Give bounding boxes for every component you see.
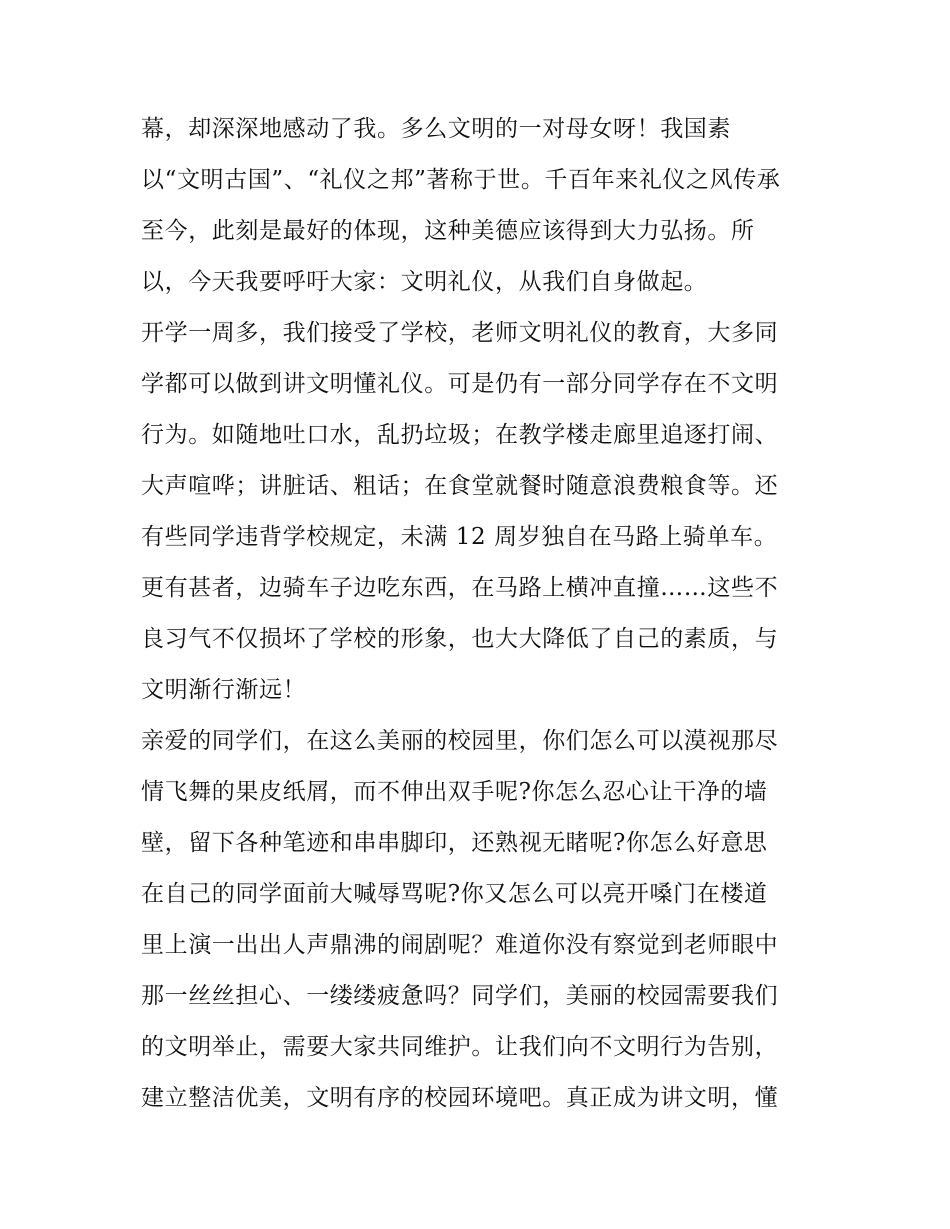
text-line: 更有甚者，边骑车子边吃东西，在马路上横冲直撞……这些不: [141, 575, 779, 601]
text-line: 大声喧哗；讲脏话、粗话；在食堂就餐时随意浪费粮食等。还: [141, 473, 779, 499]
text-line: 以“文明古国”、“礼仪之邦”著称于世。千百年来礼仪之风传承: [141, 167, 781, 193]
text-line: 文明渐行渐远！: [141, 677, 307, 703]
text-line: 情飞舞的果皮纸屑，而不伸出双手呢?你怎么忍心让干净的墙: [141, 779, 768, 805]
text-line: 壁，留下各种笔迹和串串脚印，还熟视无睹呢?你怎么好意思: [141, 830, 768, 856]
text-line: 良习气不仅损坏了学校的形象，也大大降低了自己的素质，与: [141, 626, 779, 652]
text-line: 那一丝丝担心、一缕缕疲惫吗？同学们，美丽的校园需要我们: [141, 983, 779, 1009]
text-line: 开学一周多，我们接受了学校，老师文明礼仪的教育，大多同: [141, 320, 779, 346]
body-text: [141, 104, 821, 1124]
text-line: 有些同学违背学校规定，未满 12 周岁独自在马路上骑单车。: [141, 524, 778, 550]
text-line: 亲爱的同学们，在这么美丽的校园里，你们怎么可以漠视那尽: [141, 728, 779, 754]
text-line: 在自己的同学面前大喊辱骂呢?你又怎么可以亮开嗓门在楼道: [141, 881, 768, 907]
text-line: 学都可以做到讲文明懂礼仪。可是仍有一部分同学存在不文明: [141, 371, 779, 397]
text-line: 建立整洁优美，文明有序的校园环境吧。真正成为讲文明，懂: [141, 1085, 779, 1111]
text-line: 至今，此刻是最好的体现，这种美德应该得到大力弘扬。所: [141, 218, 755, 244]
text-line: 里上演一出出人声鼎沸的闹剧呢？难道你没有察觉到老师眼中: [141, 932, 779, 958]
text-line: 以，今天我要呼吁大家：文明礼仪，从我们自身做起。: [141, 269, 708, 295]
text-line: 幕，却深深地感动了我。多么文明的一对母女呀！我国素: [141, 116, 731, 142]
text-line: 行为。如随地吐口水，乱扔垃圾；在教学楼走廊里追逐打闹、: [141, 422, 779, 448]
text-line: 的文明举止，需要大家共同维护。让我们向不文明行为告别，: [141, 1034, 779, 1060]
